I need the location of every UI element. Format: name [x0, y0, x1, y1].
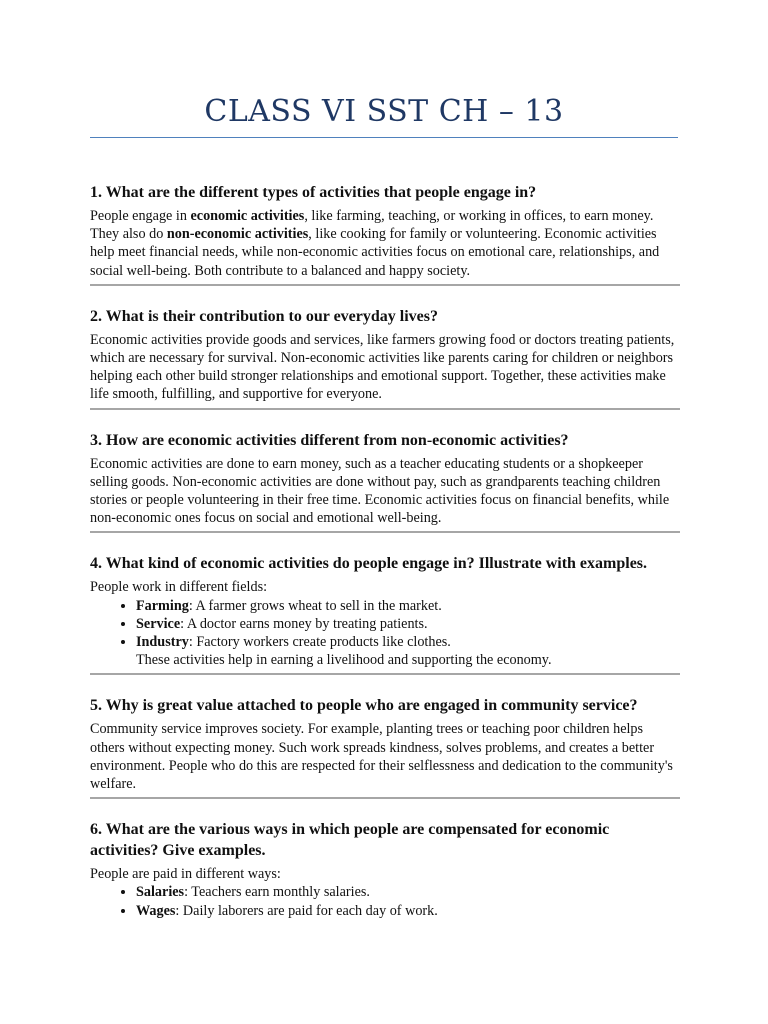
question-heading: 2. What is their contribution to our everyday lives? [90, 307, 438, 325]
answer-paragraph: Economic activities are done to earn money, such as a teacher educating students or a shopkeeper selling goods. Non-economic activities are done without pay, such as grandparents teaching children stories or people volunteering in their free time. Economic activities focus on financial benefits, while non-economic ones focus on social and emotional well-being. [90, 455, 670, 527]
question-heading: 4. What kind of economic activities do people engage in? Illustrate with examples. [90, 555, 648, 573]
bold-term: economic activities [190, 208, 305, 224]
document-body [90, 182, 680, 944]
list-item [136, 633, 680, 669]
question-heading: 1. What are the different types of activities that people engage in? [90, 184, 537, 201]
list-item-text: : A doctor earns money by treating patients. [180, 615, 428, 632]
list-item [136, 597, 680, 615]
qa-section-4 [90, 553, 680, 675]
question-heading: 3. How are economic activities different from non-economic activities? [90, 431, 569, 449]
bold-term: non-economic activities [166, 226, 309, 243]
list-conclusion: These activities help in earning a livelihood and supporting the economy. [136, 652, 552, 669]
title-divider [90, 137, 678, 138]
answer-paragraph: Economic activities provide goods and services, like farmers growing food or doctors treating patients, which are necessary for survival. Non-economic activities like parents caring for children or neighbors helping each other build stronger relationships and emotional support. Together, these activities make life smooth, fulfilling, and supportive for everyone. [90, 331, 675, 403]
answer-text: , like cooking for family or volunteering. Economic activities help meet financial needs, while non-economic activities focus on emotional care, relationships, and social well-being. Both contribute to a balanced and happy society. [90, 226, 660, 279]
question-heading: 6. What are the various ways in which people are compensated for economic activities? Give examples. [90, 821, 610, 860]
list-item-text: : Factory workers create products like clothes. [188, 634, 451, 651]
list-item-text: : A farmer grows wheat to sell in the market. [188, 597, 442, 614]
bullet-list [90, 883, 680, 919]
qa-section-6 [90, 819, 680, 924]
bold-term: Salaries [136, 884, 185, 901]
bold-term: Farming [136, 597, 189, 614]
bold-term: Wages [136, 902, 176, 919]
answer-intro: People are paid in different ways: [90, 866, 281, 883]
answer-text: People engage in [90, 208, 191, 224]
list-item-text: : Daily laborers are paid for each day of work. [175, 902, 438, 919]
list-item-text: : Teachers earn monthly salaries. [184, 884, 370, 901]
list-item [136, 902, 680, 920]
bullet-list [90, 597, 680, 670]
qa-section-5 [90, 695, 680, 799]
answer-text: , like farming, teaching, or working in offices, to earn money. They also do [90, 208, 654, 243]
answer-intro: People work in different fields: [90, 579, 268, 596]
qa-section-1 [90, 182, 680, 286]
page-title: CLASS VI SST CH – 13 [204, 94, 564, 129]
bold-term: Industry [136, 634, 189, 651]
list-item [136, 883, 680, 901]
qa-section-2 [90, 306, 680, 410]
list-item [136, 615, 680, 633]
qa-section-3 [90, 430, 680, 534]
answer-paragraph [90, 207, 680, 280]
question-heading: 5. Why is great value attached to people who are engaged in community service? [90, 697, 638, 715]
answer-paragraph: Community service improves society. For example, planting trees or teaching poor children helps others without expecting money. Such work spreads kindness, solves problems, and creates a better environment. People who do this are respected for their selflessness and dedication to the community's welfare. [90, 721, 673, 793]
bold-term: Service [136, 615, 181, 632]
